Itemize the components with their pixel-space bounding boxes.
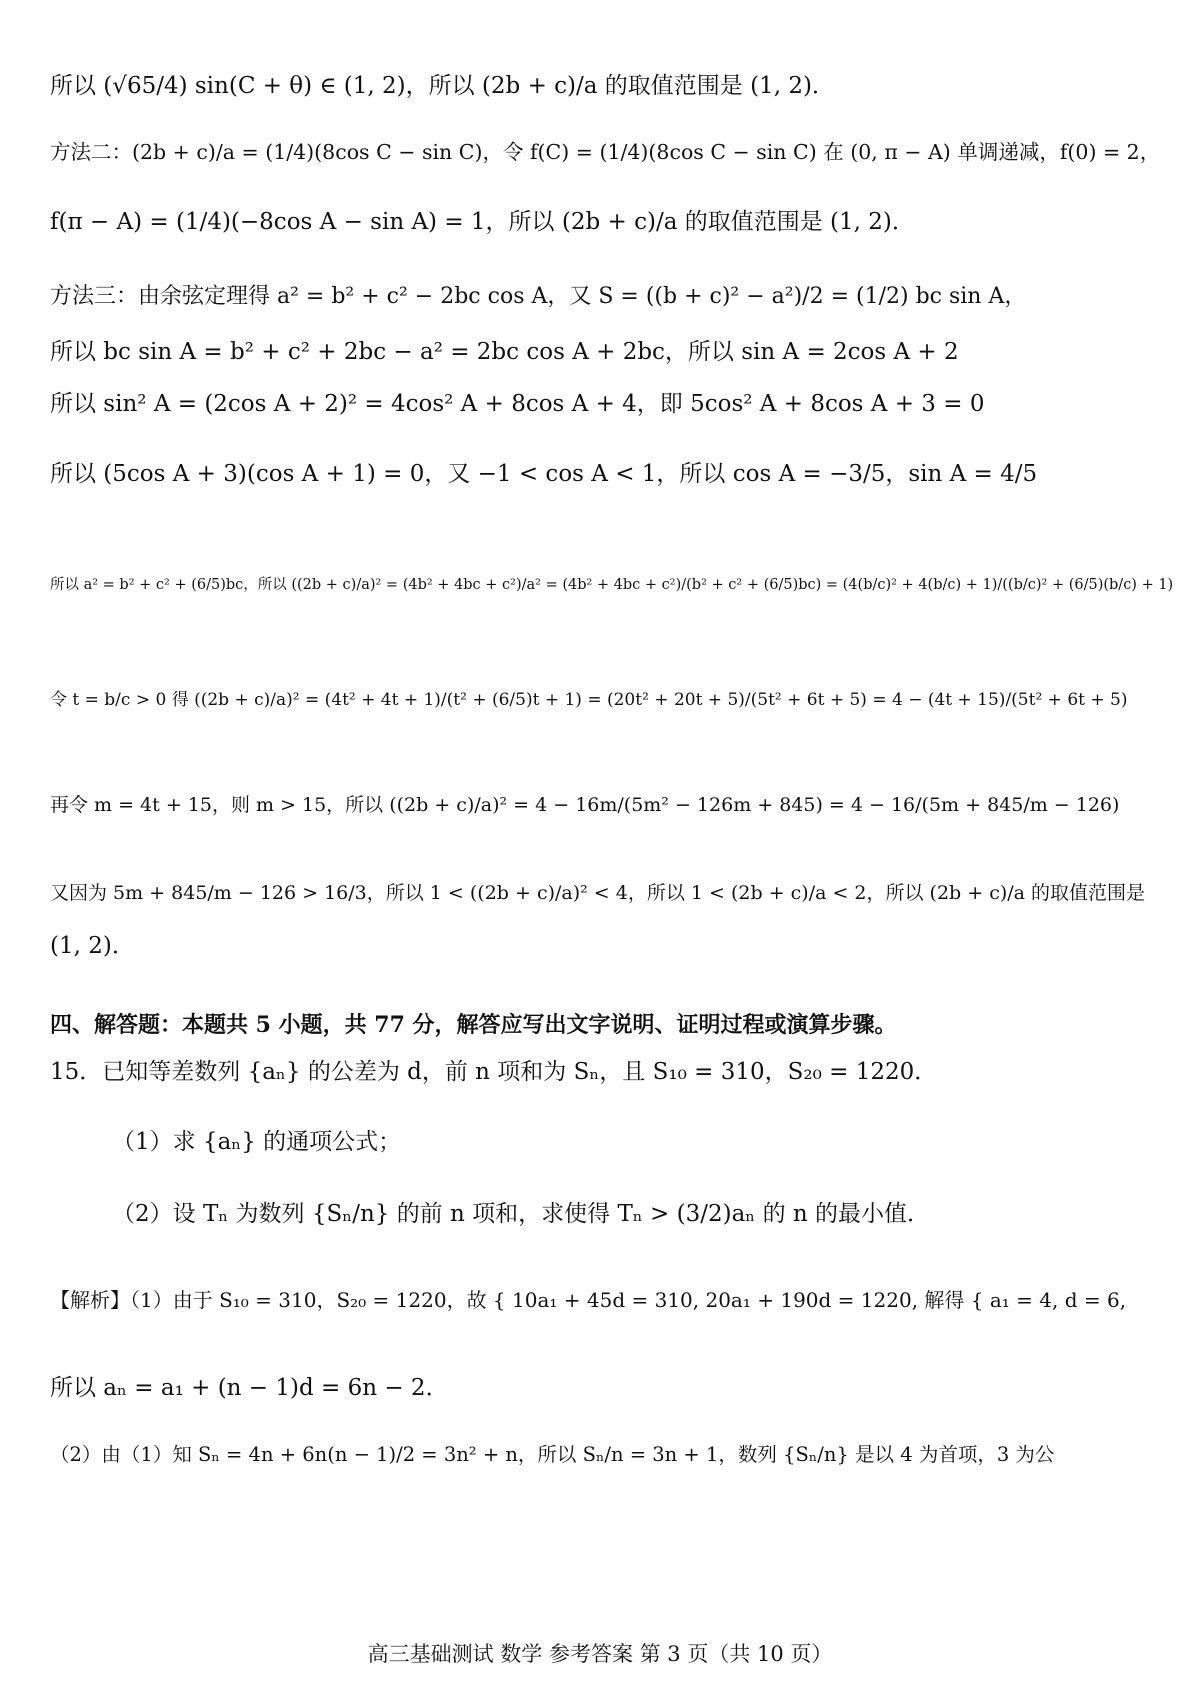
- line-text: 又因为 5m + 845/m − 126 > 16/3，所以 1 < ((2b + c)/a)² < 4，所以 1 < (2b + c)/a < 2，所以 (2b + c)/a 的取值范围是: [50, 882, 1146, 904]
- line-text: （2）设 Tₙ 为数列 {Sₙ/n} 的前 n 项和，求使得 Tₙ > (3/2)aₙ 的 n 的最小值．: [112, 1201, 931, 1227]
- line-text: f(π − A) = (1/4)(−8cos A − sin A) = 1，所以 (2b + c)/a 的取值范围是 (1, 2)．: [50, 209, 915, 235]
- line-text: 所以 (5cos A + 3)(cos A + 1) = 0，又 −1 < cos A < 1，所以 cos A = −3/5，sin A = 4/5: [50, 461, 1038, 487]
- line-text: 所以 a² = b² + c² + (6/5)bc，所以 ((2b + c)/a)² = (4b² + 4bc + c²)/a² = (4b² + 4bc + c²)/(b² + c² + (6/5)bc) = (4(b/c)² + 4(b/c) + 1)/((b/c)² + (6/5)(b/c) + 1): [50, 577, 1174, 593]
- text-line: [50, 138, 1160, 168]
- line-text: 15．已知等差数列 {aₙ} 的公差为 d，前 n 项和为 Sₙ，且 S₁₀ = 310，S₂₀ = 1220．: [50, 1059, 938, 1085]
- text-line: [50, 460, 1160, 490]
- page-footer: 高三基础测试 数学 参考答案 第 3 页（共 10 页）: [367, 1642, 833, 1666]
- line-text: (1, 2)．: [50, 933, 135, 959]
- line-text: （1）求 {aₙ} 的通项公式；: [112, 1129, 402, 1155]
- line-text: 所以 sin² A = (2cos A + 2)² = 4cos² A + 8cos A + 4，即 5cos² A + 8cos A + 3 = 0: [50, 391, 985, 417]
- problem-statement: [50, 1058, 1160, 1088]
- solution-line: [50, 1286, 1160, 1316]
- subquestion: [112, 1128, 1160, 1158]
- line-text: 所以 bc sin A = b² + c² + 2bc − a² = 2bc cos A + 2bc，所以 sin A = 2cos A + 2: [50, 339, 959, 365]
- text-line: [50, 338, 1160, 368]
- line-text: 方法二：(2b + c)/a = (1/4)(8cos C − sin C)，令 f(C) = (1/4)(8cos C − sin C) 在 (0, π − A) 单调递减，f(0) = 2，: [50, 140, 1161, 164]
- line-text: 所以 aₙ = a₁ + (n − 1)d = 6n − 2．: [50, 1375, 449, 1401]
- line-text: 令 t = b/c > 0 得 ((2b + c)/a)² = (4t² + 4t + 1)/(t² + (6/5)t + 1) = (20t² + 20t + 5)/(5t² + 6t + 5) = 4 − (4t + 15)/(5t² + 6t + 5): [50, 690, 1128, 710]
- line-text: 再令 m = 4t + 15，则 m > 15，所以 ((2b + c)/a)² = 4 − 16m/(5m² − 126m + 845) = 4 − 16/(5m + 845/m − 126): [50, 794, 1120, 816]
- text-line: [50, 568, 1174, 598]
- text-line: [50, 390, 1160, 420]
- text-line: [50, 72, 1160, 102]
- solution-line: [50, 1374, 1160, 1404]
- section-heading: [50, 1010, 1160, 1040]
- subquestion: [112, 1200, 1160, 1230]
- text-line: [50, 684, 1160, 714]
- text-line: [50, 208, 1160, 238]
- solution-line: [50, 1440, 1160, 1470]
- line-text: 方法三：由余弦定理得 a² = b² + c² − 2bc cos A，又 S = ((b + c)² − a²)/2 = (1/2) bc sin A，: [50, 284, 1027, 309]
- text-line: [50, 932, 1160, 962]
- line-text: 四、解答题：本题共 5 小题，共 77 分，解答应写出文字说明、证明过程或演算步骤。: [50, 1012, 897, 1038]
- line-text: 所以 (√65/4) sin(C + θ) ∈ (1, 2)，所以 (2b + c)/a 的取值范围是 (1, 2)．: [50, 73, 835, 99]
- text-line: [50, 790, 1160, 820]
- line-text: 【解析】（1）由于 S₁₀ = 310，S₂₀ = 1220，故 { 10a₁ + 45d = 310, 20a₁ + 190d = 1220, 解得 { a₁ = 4, d = 6,: [50, 1288, 1127, 1312]
- text-line: [50, 878, 1160, 908]
- line-text: （2）由（1）知 Sₙ = 4n + 6n(n − 1)/2 = 3n² + n，所以 Sₙ/n = 3n + 1，数列 {Sₙ/n} 是以 4 为首项，3 为公: [50, 1443, 1055, 1466]
- text-line: [50, 282, 1160, 312]
